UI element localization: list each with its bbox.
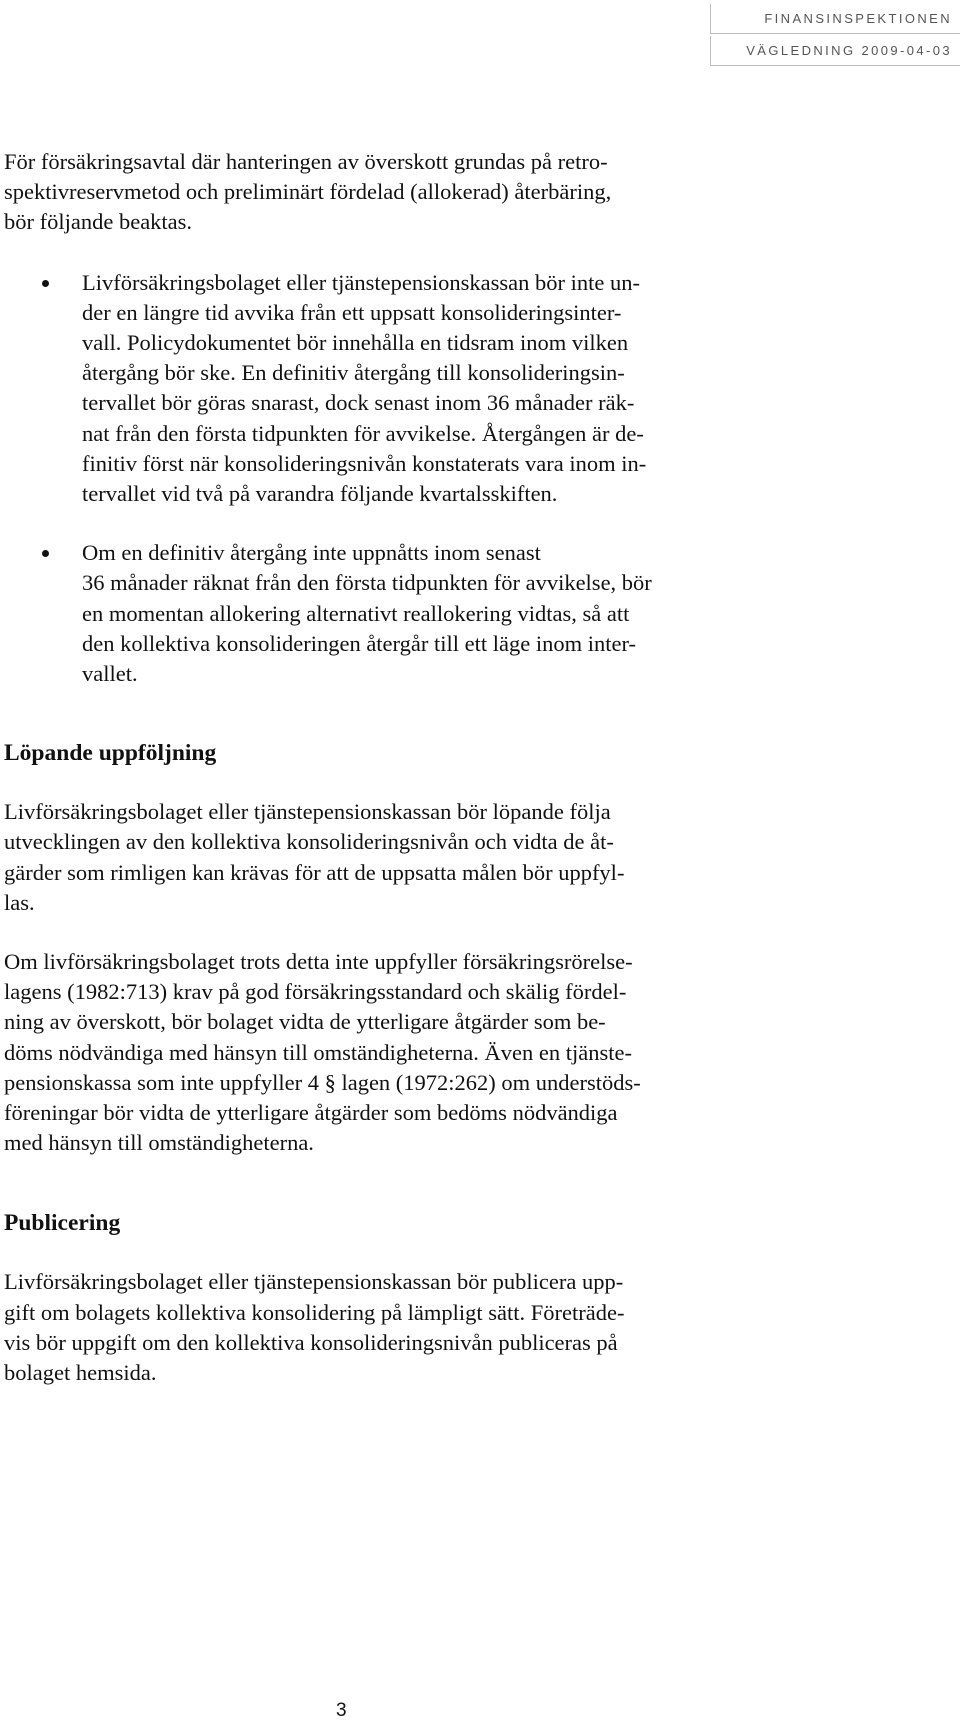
text-line: en momentan allokering alternativt reallokering vidtas, så att (82, 600, 630, 626)
text-line: las. (4, 889, 35, 915)
section-heading-followup: Löpande uppföljning (4, 740, 217, 767)
text-line: nat från den första tidpunkten för avvikelse. Återgången är de- (82, 420, 644, 446)
text-line: döms nödvändiga med hänsyn till omständigheterna. Även en tjänste- (4, 1039, 632, 1065)
header-document-date: VÄGLEDNING 2009-04-03 (710, 36, 960, 66)
section-heading-publication: Publicering (4, 1210, 121, 1237)
text-line: Om en definitiv återgång inte uppnåtts inom senast (82, 540, 541, 566)
text-line: Livförsäkringsbolaget eller tjänstepensionskassan bör löpande följa (4, 799, 611, 825)
text-line: tervallet vid två på varandra följande kvartalsskiften. (82, 481, 558, 507)
text-line: återgång bör ske. En definitiv återgång till konsolideringsin- (82, 360, 625, 386)
document-header (710, 4, 960, 68)
text-line: bör följande beaktas. (4, 209, 193, 235)
text-line: Livförsäkringsbolaget eller tjänstepensionskassan bör publicera upp- (4, 1269, 624, 1295)
bullet-list (4, 268, 756, 690)
text-line: lagens (1982:713) krav på god försäkringsstandard och skälig fördel- (4, 979, 627, 1005)
text-line: vallet. (82, 661, 138, 687)
followup-paragraph-2 (4, 947, 756, 1158)
text-line: Livförsäkringsbolaget eller tjänstepensionskassan bör inte un- (82, 269, 640, 295)
text-line: finitiv först när konsolideringsnivån konstaterats vara inom in- (82, 450, 647, 476)
followup-paragraph-1 (4, 797, 756, 918)
text-line: vall. Policydokumentet bör innehålla en tidsram inom vilken (82, 330, 629, 356)
text-line: gärder som rimligen kan krävas för att de uppsatta målen bör uppfyl- (4, 859, 625, 885)
text-line: 36 månader räknat från den första tidpunkten för avvikelse, bör (82, 570, 652, 596)
text-line: med hänsyn till omständigheterna. (4, 1130, 314, 1156)
page-number: 3 (336, 1700, 347, 1721)
text-line: tervallet bör göras snarast, dock senast inom 36 månader räk- (82, 390, 635, 416)
text-line: föreningar bör vidta de ytterligare åtgärder som bedöms nödvändiga (4, 1100, 618, 1126)
text-line: bolaget hemsida. (4, 1360, 157, 1386)
header-organization: FINANSINSPEKTIONEN (710, 4, 960, 34)
text-line: Om livförsäkringsbolaget trots detta inte uppfyller försäkringsrörelse- (4, 949, 633, 975)
text-line: pensionskassa som inte uppfyller 4 § lagen (1972:262) om understöds- (4, 1069, 641, 1095)
text-line: spektivreservmetod och preliminärt fördelad (allokerad) återbäring, (4, 179, 612, 205)
publication-paragraph-1 (4, 1267, 756, 1388)
bullet-item (4, 538, 756, 689)
text-line: utvecklingen av den kollektiva konsolideringsnivån och vidta de åt- (4, 829, 614, 855)
text-line: gift om bolagets kollektiva konsolidering på lämpligt sätt. Företräde- (4, 1299, 625, 1325)
text-line: ning av överskott, bör bolaget vidta de ytterligare åtgärder som be- (4, 1009, 606, 1035)
intro-paragraph (4, 147, 756, 238)
text-line: vis bör uppgift om den kollektiva konsolideringsnivån publiceras på (4, 1329, 618, 1355)
bullet-dot-icon (42, 280, 49, 287)
text-line: der en längre tid avvika från ett uppsatt konsolideringsinter- (82, 299, 622, 325)
bullet-item (4, 268, 756, 510)
document-body (4, 147, 756, 1388)
text-line: den kollektiva konsolideringen återgår till ett läge inom inter- (82, 630, 636, 656)
bullet-dot-icon (42, 550, 49, 557)
text-line: För försäkringsavtal där hanteringen av överskott grundas på retro- (4, 149, 608, 174)
